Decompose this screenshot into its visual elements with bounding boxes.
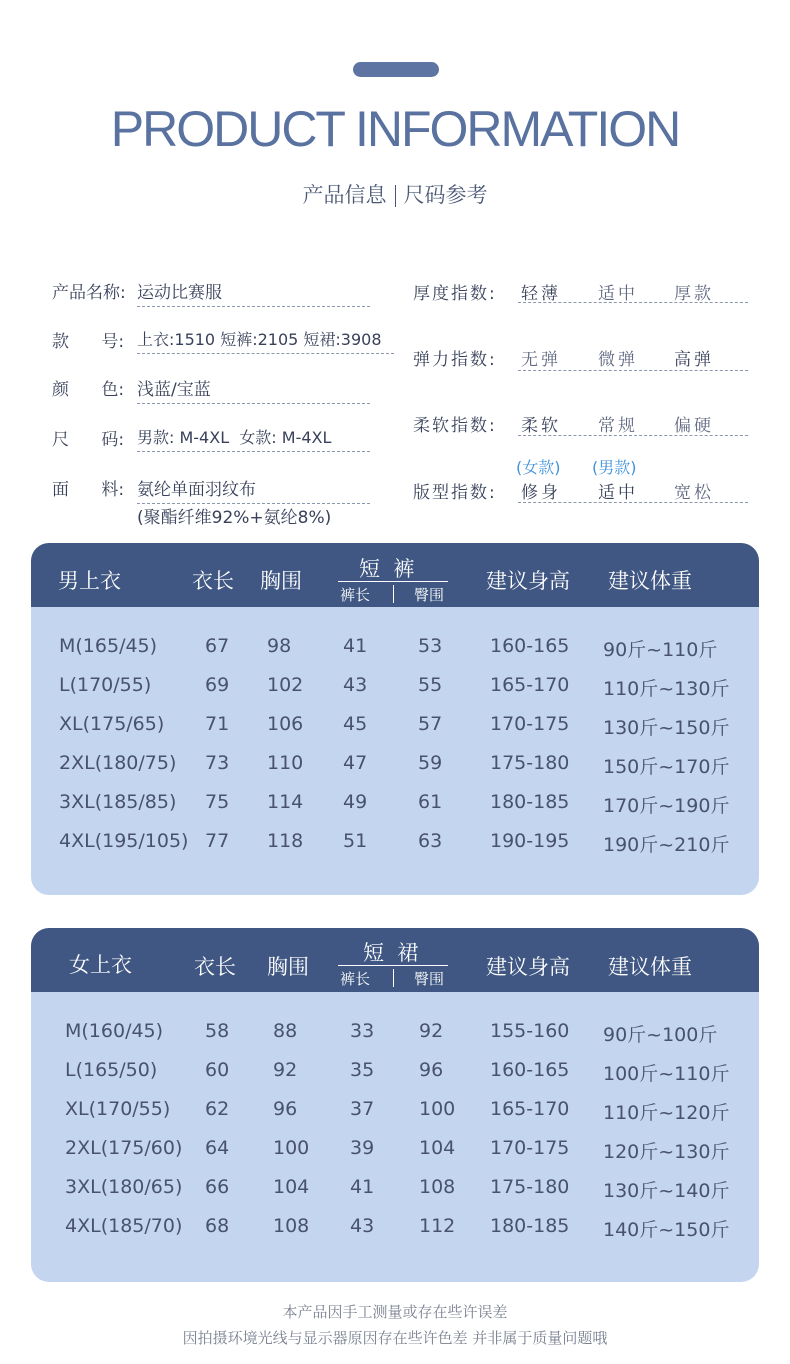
table-row — [31, 1098, 759, 1137]
cell-weight: 170斤~190斤 — [603, 795, 730, 817]
cell-skirt-length: 41 — [350, 1176, 375, 1198]
cell-weight: 90斤~100斤 — [603, 1024, 718, 1046]
info-value-fabric: 氨纶单面羽纹布 — [137, 475, 370, 504]
cell-shorts-length: 41 — [343, 635, 368, 657]
index-option: 轻薄 — [521, 284, 561, 304]
cell-height: 155-160 — [490, 1020, 570, 1042]
cell-length: 64 — [205, 1137, 230, 1159]
fit-note-men: (男款) — [592, 458, 637, 477]
cell-skirt-hip: 96 — [419, 1059, 444, 1081]
table-row — [31, 713, 759, 752]
cell-shorts-length: 43 — [343, 674, 368, 696]
cell-skirt-length: 37 — [350, 1098, 375, 1120]
header-chest: 胸围 — [267, 955, 309, 979]
cell-chest: 102 — [267, 674, 304, 696]
index-dashed-line — [518, 302, 748, 303]
cell-length: 66 — [205, 1176, 230, 1198]
cell-size: XL(175/65) — [59, 713, 165, 735]
cell-size: M(160/45) — [65, 1020, 164, 1042]
header-height: 建议身高 — [486, 569, 570, 593]
cell-height: 165-170 — [490, 1098, 570, 1120]
cell-weight: 140斤~150斤 — [603, 1219, 730, 1241]
cell-size: 3XL(180/65) — [65, 1176, 183, 1198]
cell-chest: 108 — [273, 1215, 310, 1237]
cell-shorts-length: 51 — [343, 830, 368, 852]
fit-note-women: (女款) — [516, 458, 561, 477]
cell-shorts-hip: 53 — [418, 635, 443, 657]
cell-chest: 92 — [273, 1059, 298, 1081]
header-size: 男上衣 — [58, 569, 121, 593]
cell-chest: 98 — [267, 635, 292, 657]
cell-chest: 110 — [267, 752, 304, 774]
header-weight: 建议体重 — [608, 569, 692, 593]
cell-skirt-length: 43 — [350, 1215, 375, 1237]
footer-note-color: 因拍摄环境光线与显示器原因存在些许色差 并非属于质量问题哦 — [182, 1329, 608, 1347]
table-row — [31, 1176, 759, 1215]
cell-weight: 110斤~130斤 — [603, 678, 730, 700]
cell-length: 75 — [205, 791, 230, 813]
header-skirt-length: 裤长 — [340, 970, 371, 988]
cell-shorts-hip: 55 — [418, 674, 443, 696]
cell-size: M(165/45) — [59, 635, 158, 657]
info-label-size: 尺 码: — [52, 430, 125, 450]
table-row — [31, 635, 759, 674]
cell-weight: 150斤~170斤 — [603, 756, 730, 778]
cell-shorts-length: 49 — [343, 791, 368, 813]
info-label-color: 颜 色: — [52, 380, 125, 400]
index-option: 适中 — [598, 284, 638, 304]
cell-height: 160-165 — [490, 1059, 570, 1081]
cell-length: 67 — [205, 635, 230, 657]
info-value-color: 浅蓝/宝蓝 — [137, 375, 370, 404]
cell-size: 4XL(185/70) — [65, 1215, 183, 1237]
table-row — [31, 674, 759, 713]
header-shorts: 短 裤 — [359, 557, 415, 581]
table-row — [31, 1137, 759, 1176]
cell-height: 190-195 — [490, 830, 570, 852]
header-skirt-hip: 臀围 — [414, 970, 445, 988]
cell-chest: 114 — [267, 791, 304, 813]
cell-skirt-hip: 104 — [419, 1137, 456, 1159]
page-title: PRODUCT INFORMATION — [110, 101, 680, 157]
cell-height: 175-180 — [490, 1176, 570, 1198]
cell-weight: 190斤~210斤 — [603, 834, 730, 856]
cell-weight: 130斤~140斤 — [603, 1180, 730, 1202]
index-option: 适中 — [598, 483, 638, 503]
cell-size: 4XL(195/105) — [59, 830, 189, 852]
info-value-size: 男款: M-4XL 女款: M-4XL — [137, 425, 370, 452]
subtitle-size-reference: 尺码参考 — [403, 183, 488, 207]
cell-weight: 90斤~110斤 — [603, 639, 718, 661]
cell-skirt-length: 35 — [350, 1059, 375, 1081]
info-value-style: 上衣:1510 短裤:2105 短裙:3908 — [137, 327, 394, 354]
index-label: 弹力指数: — [413, 350, 497, 370]
header-length: 衣长 — [192, 569, 234, 593]
index-label: 柔软指数: — [413, 416, 497, 436]
cell-chest: 100 — [273, 1137, 310, 1159]
info-label-style: 款 号: — [52, 332, 125, 352]
cell-height: 170-175 — [490, 713, 570, 735]
index-option: 无弹 — [521, 350, 561, 370]
subtitle-divider — [395, 185, 396, 207]
header-weight: 建议体重 — [608, 955, 692, 979]
header-skirt-underline — [338, 965, 448, 966]
index-option: 厚款 — [674, 284, 714, 304]
header-size: 女上衣 — [69, 953, 132, 977]
page-subtitle — [0, 179, 790, 209]
cell-length: 68 — [205, 1215, 230, 1237]
subtitle-product-info: 产品信息 — [302, 183, 387, 207]
footer-note-measurement: 本产品因手工测量或存在些许误差 — [282, 1303, 508, 1321]
cell-size: XL(170/55) — [65, 1098, 171, 1120]
cell-size: 3XL(185/85) — [59, 791, 177, 813]
cell-height: 175-180 — [490, 752, 570, 774]
cell-length: 73 — [205, 752, 230, 774]
header-sub-divider — [393, 969, 394, 987]
cell-skirt-length: 39 — [350, 1137, 375, 1159]
cell-height: 170-175 — [490, 1137, 570, 1159]
cell-weight: 120斤~130斤 — [603, 1141, 730, 1163]
cell-shorts-length: 47 — [343, 752, 368, 774]
cell-shorts-length: 45 — [343, 713, 368, 735]
women-table-header — [31, 928, 759, 992]
cell-shorts-hip: 57 — [418, 713, 443, 735]
cell-length: 58 — [205, 1020, 230, 1042]
index-option: 高弹 — [674, 350, 714, 370]
cell-chest: 88 — [273, 1020, 298, 1042]
info-value-name: 运动比赛服 — [137, 278, 370, 307]
table-row — [31, 1059, 759, 1098]
index-dashed-line — [518, 502, 748, 503]
cell-size: 2XL(175/60) — [65, 1137, 183, 1159]
cell-length: 77 — [205, 830, 230, 852]
header-sub-divider — [393, 585, 394, 603]
cell-height: 165-170 — [490, 674, 570, 696]
index-option: 偏硬 — [674, 416, 714, 436]
cell-height: 180-185 — [490, 1215, 570, 1237]
table-row — [31, 1020, 759, 1059]
header-height: 建议身高 — [486, 955, 570, 979]
info-fabric-detail: (聚酯纤维92%+氨纶8%) — [137, 508, 332, 528]
cell-shorts-hip: 63 — [418, 830, 443, 852]
header-shorts-underline — [338, 581, 448, 582]
women-size-table — [31, 928, 759, 1282]
cell-skirt-hip: 100 — [419, 1098, 456, 1120]
index-label: 厚度指数: — [413, 284, 497, 304]
table-row — [31, 752, 759, 791]
table-row — [31, 791, 759, 830]
cell-weight: 130斤~150斤 — [603, 717, 730, 739]
cell-weight: 100斤~110斤 — [603, 1063, 730, 1085]
index-label: 版型指数: — [413, 483, 497, 503]
cell-skirt-hip: 108 — [419, 1176, 456, 1198]
cell-length: 62 — [205, 1098, 230, 1120]
header-length: 衣长 — [194, 955, 236, 979]
cell-length: 60 — [205, 1059, 230, 1081]
cell-chest: 104 — [273, 1176, 310, 1198]
header-chest: 胸围 — [260, 569, 302, 593]
cell-size: 2XL(180/75) — [59, 752, 177, 774]
cell-height: 180-185 — [490, 791, 570, 813]
cell-weight: 110斤~120斤 — [603, 1102, 730, 1124]
index-dashed-line — [518, 370, 748, 371]
header-shorts-length: 裤长 — [340, 586, 371, 604]
index-option: 常规 — [598, 416, 638, 436]
cell-shorts-hip: 61 — [418, 791, 443, 813]
cell-length: 69 — [205, 674, 230, 696]
men-table-header — [31, 543, 759, 607]
cell-size: L(165/50) — [65, 1059, 158, 1081]
table-row — [31, 1215, 759, 1254]
cell-chest: 96 — [273, 1098, 298, 1120]
index-dashed-line — [518, 435, 748, 436]
cell-skirt-length: 33 — [350, 1020, 375, 1042]
cell-size: L(170/55) — [59, 674, 152, 696]
table-row — [31, 830, 759, 869]
cell-chest: 106 — [267, 713, 304, 735]
index-option: 微弹 — [598, 350, 638, 370]
cell-skirt-hip: 92 — [419, 1020, 444, 1042]
info-label-name: 产品名称: — [52, 283, 126, 303]
decorative-bar — [353, 62, 439, 77]
cell-shorts-hip: 59 — [418, 752, 443, 774]
index-option: 修身 — [521, 483, 561, 503]
info-label-fabric: 面 料: — [52, 480, 125, 500]
cell-chest: 118 — [267, 830, 304, 852]
cell-height: 160-165 — [490, 635, 570, 657]
cell-length: 71 — [205, 713, 230, 735]
index-option: 柔软 — [521, 416, 561, 436]
cell-skirt-hip: 112 — [419, 1215, 456, 1237]
index-option: 宽松 — [674, 483, 714, 503]
header-shorts-hip: 臀围 — [414, 586, 445, 604]
header-skirt: 短 裙 — [363, 941, 419, 965]
men-size-table — [31, 543, 759, 895]
